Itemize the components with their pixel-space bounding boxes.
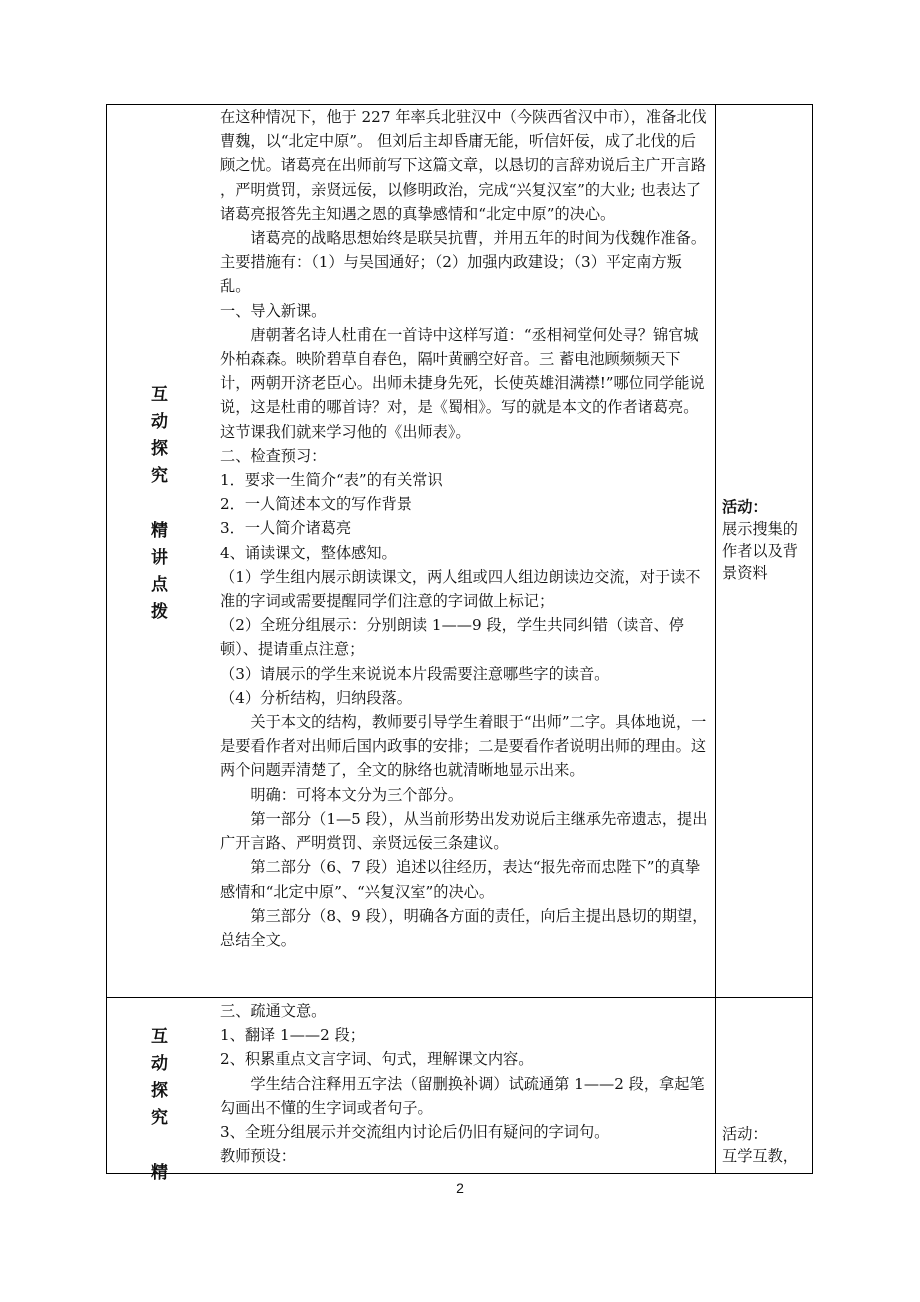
content-paragraph: 学生结合注释用五字法（留删换补调）试疏通第 1——2 段，拿起笔勾画出不懂的生字词或者句子。	[220, 1074, 705, 1117]
content-paragraph: （2）全班分组展示：分别朗读 1——9 段，学生共同纠错（读音、停顿）、提请重点注意；	[220, 616, 684, 659]
content-paragraph: 在这种情况下，他于 227 年率兵北驻汉中（今陕西省汉中市），准备北伐曹魏，以“北定中原”。 但刘后主却昏庸无能，听信奸佞，成了北伐的后顾之忧。诸葛亮在出师前写下这篇文章，以恳切的言辞劝说后主广开言路 ，严明赏罚，亲贤远佞，以修明政治，完成“兴复汉室”的大业; 也表达了诸葛亮报答先主知遇之恩的真挚感情和“北定中原”的决心。	[220, 108, 707, 223]
content-paragraph: 唐朝著名诗人杜甫在一首诗中这样写道：“丞相祠堂何处寻？锦官城外柏森森。映阶碧草自春色，隔叶黄鹂空好音。三 蓄电池顾频频天下计，两朝开济老臣心。出师未捷身先死，长使英雄泪满襟!”哪位同学能说说，这是杜甫的哪首诗？对，是《蜀相》。写的就是本文的作者诸葛亮。这节课我们就来学习他的《出师表》。	[220, 325, 705, 441]
content-paragraph: 教师预设：	[220, 1147, 296, 1166]
row1-lesson-content	[220, 105, 710, 952]
content-paragraph: （3）请展示的学生来说说本片段需要注意哪些字的读音。	[220, 664, 610, 683]
row2-lesson-content	[220, 999, 710, 1168]
content-paragraph: 二、检查预习：	[220, 446, 327, 465]
content-paragraph: 第二部分（6、7 段）追述以往经历，表达“报先帝而忠陛下”的真挚感情和“北定中原”、“兴复汉室”的决心。	[220, 858, 701, 901]
content-paragraph: 关于本文的结构，教师要引导学生着眼于“出师”二字。具体地说，一是要看作者对出师后国内政事的安排；二是要看作者说明出师的理由。这两个问题弄清楚了，全文的脉络也就清晰地显示出来。	[220, 713, 707, 780]
content-paragraph: 一、导入新课。	[220, 301, 327, 320]
content-paragraph: 三、疏通文意。	[220, 1002, 327, 1020]
content-paragraph: 第三部分（8、9 段），明确各方面的责任，向后主提出恳切的期望，总结全文。	[220, 906, 708, 949]
content-paragraph: （4）分析结构，归纳段落。	[220, 688, 412, 707]
content-paragraph: 1．要求一生简介“表”的有关常识	[220, 471, 443, 490]
content-paragraph: 2、积累重点文言字词、句式，理解课文内容。	[220, 1050, 534, 1069]
content-paragraph: 2．一人简述本文的写作背景	[220, 495, 412, 514]
activity-title: 活动：	[722, 498, 768, 516]
content-paragraph: 诸葛亮的战略思想始终是联吴抗曹，并用五年的时间为伐魏作准备。主要措施有：（1）与吴国通好；（2）加强内政建设；（3）平定南方叛乱。	[220, 229, 707, 296]
content-paragraph: 1、翻译 1——2 段；	[220, 1026, 365, 1045]
content-paragraph: （1）学生组内展示朗读课文，两人组或四人组边朗读边交流，对于读不准的字词或需要提醒同学们注意的字词做上标记；	[220, 567, 701, 611]
activity-text: 互学互教，	[722, 1147, 798, 1165]
activity-title: 活动：	[722, 1125, 768, 1143]
row2-activity-note	[722, 1123, 812, 1167]
content-paragraph: 3、全班分组展示并交流组内讨论后仍旧有疑问的字词句。	[220, 1123, 610, 1142]
activity-text: 展示搜集的作者以及背景资料	[722, 520, 798, 582]
row2-section-label: 互 动 探 究 精	[151, 1027, 168, 1183]
content-paragraph: 3．一人简介诸葛亮	[220, 519, 352, 538]
content-paragraph: 4、诵读课文，整体感知。	[220, 543, 397, 562]
page-number: 2	[456, 1180, 464, 1196]
row1-section-label: 互 动 探 究 精 讲 点 拨	[151, 385, 168, 622]
content-paragraph: 明确：可将本文分为三个部分。	[250, 785, 464, 804]
content-paragraph: 第一部分（1—5 段），从当前形势出发劝说后主继承先帝遗志，提出广开言路、严明赏罚、亲贤远佞三条建议。	[220, 809, 708, 853]
row1-activity-note	[722, 496, 812, 584]
